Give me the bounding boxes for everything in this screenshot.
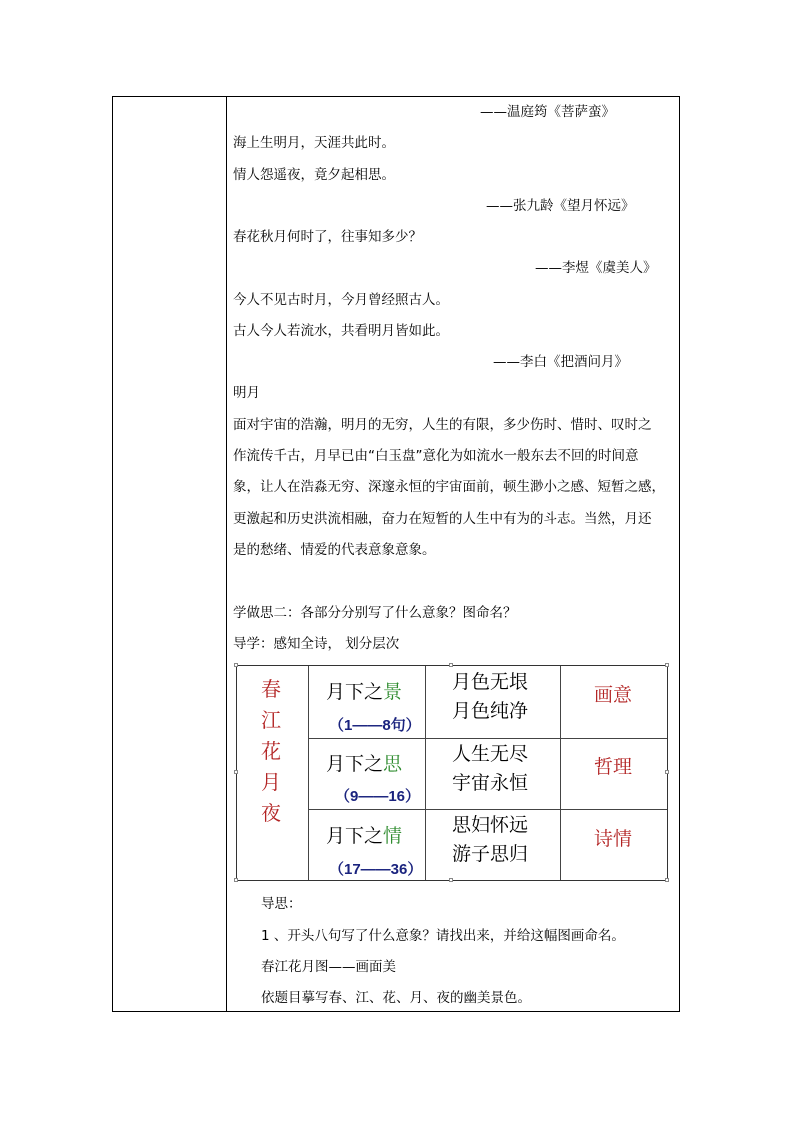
image-pair: 人生无尽 宇宙永恒: [452, 743, 529, 794]
poem-line: 今人不见古时月，今月曾经照古人。: [233, 292, 449, 308]
row-label: 月下之思: [326, 753, 403, 775]
citation-li-bai: ——李白《把酒问月》: [493, 354, 628, 370]
image-name: 诗情: [594, 828, 633, 850]
grid-line: [425, 666, 426, 880]
citation-li-yu: ——李煜《虞美人》: [535, 260, 657, 276]
resize-handle[interactable]: [449, 878, 453, 882]
paragraph-line: 更激起和历史洪流相融，奋力在短暂的人生中有为的斗志。当然，月还: [233, 511, 652, 527]
title-char: 月: [261, 770, 281, 794]
resize-handle[interactable]: [234, 770, 238, 774]
image-pair: 月色无垠 月色纯净: [452, 671, 529, 722]
line-range: （9——16）: [335, 788, 421, 805]
column-divider: [226, 97, 227, 1011]
question-heading: 学做思二：各部分分别写了什么意象？图命名？: [233, 605, 517, 621]
resize-handle[interactable]: [234, 663, 238, 667]
citation-zhang-jiuling: ——张九龄《望月怀远》: [486, 198, 635, 214]
guide-answer: 依题目摹写春、江、花、月、夜的幽美景色。: [261, 990, 531, 1006]
paragraph-line: 面对宇宙的浩瀚，明月的无穷，人生的有限，多少伤时、惜时、叹时之: [233, 417, 652, 433]
guide-answer: 春江花月图——画面美: [261, 959, 396, 975]
poem-title-vertical: [251, 674, 291, 829]
line-range: （1——8句）: [329, 717, 421, 734]
citation-wen-tingyun: ——温庭筠《菩萨蛮》: [480, 104, 615, 120]
image-name: 画意: [594, 684, 633, 706]
guide-line: 导学：感知全诗， 划分层次: [233, 636, 400, 652]
poem-line: 古人今人若流水，共看明月皆如此。: [233, 323, 449, 339]
grid-line: [308, 666, 309, 880]
section-heading: 明月: [233, 385, 260, 401]
row-label: 月下之情: [326, 825, 403, 847]
title-char: 夜: [261, 801, 281, 825]
grid-line: [560, 666, 561, 880]
resize-handle[interactable]: [665, 663, 669, 667]
line-range: （17——36）: [329, 861, 423, 878]
image-pair: 思妇怀远 游子思归: [452, 814, 529, 865]
image-name: 哲理: [594, 756, 633, 778]
poem-line: 海上生明月，天涯共此时。: [233, 135, 395, 151]
poem-line: 春花秋月何时了，往事知多少？: [233, 229, 422, 245]
grid-line: [308, 738, 667, 739]
resize-handle[interactable]: [234, 878, 238, 882]
imagery-table[interactable]: [236, 665, 668, 881]
paragraph-line: 是的愁绪、情爱的代表意象意象。: [233, 542, 436, 558]
guide-question: 1 、开头八句写了什么意象？请找出来，并给这幅图画命名。: [261, 928, 625, 944]
title-char: 花: [261, 739, 281, 763]
resize-handle[interactable]: [665, 878, 669, 882]
title-char: 春: [261, 677, 281, 701]
paragraph-line: 作流传千古，月早已由“白玉盘”意化为如流水一般东去不回的时间意: [233, 448, 639, 464]
grid-line: [308, 809, 667, 810]
paragraph-line: 象，让人在浩淼无穷、深邃永恒的宇宙面前，顿生渺小之感、短暂之感，: [233, 479, 665, 495]
title-char: 江: [261, 708, 281, 732]
poem-line: 情人怨遥夜，竟夕起相思。: [233, 167, 395, 183]
row-label: 月下之景: [326, 681, 403, 703]
resize-handle[interactable]: [665, 770, 669, 774]
resize-handle[interactable]: [449, 663, 453, 667]
guide-heading: 导思：: [261, 896, 302, 912]
